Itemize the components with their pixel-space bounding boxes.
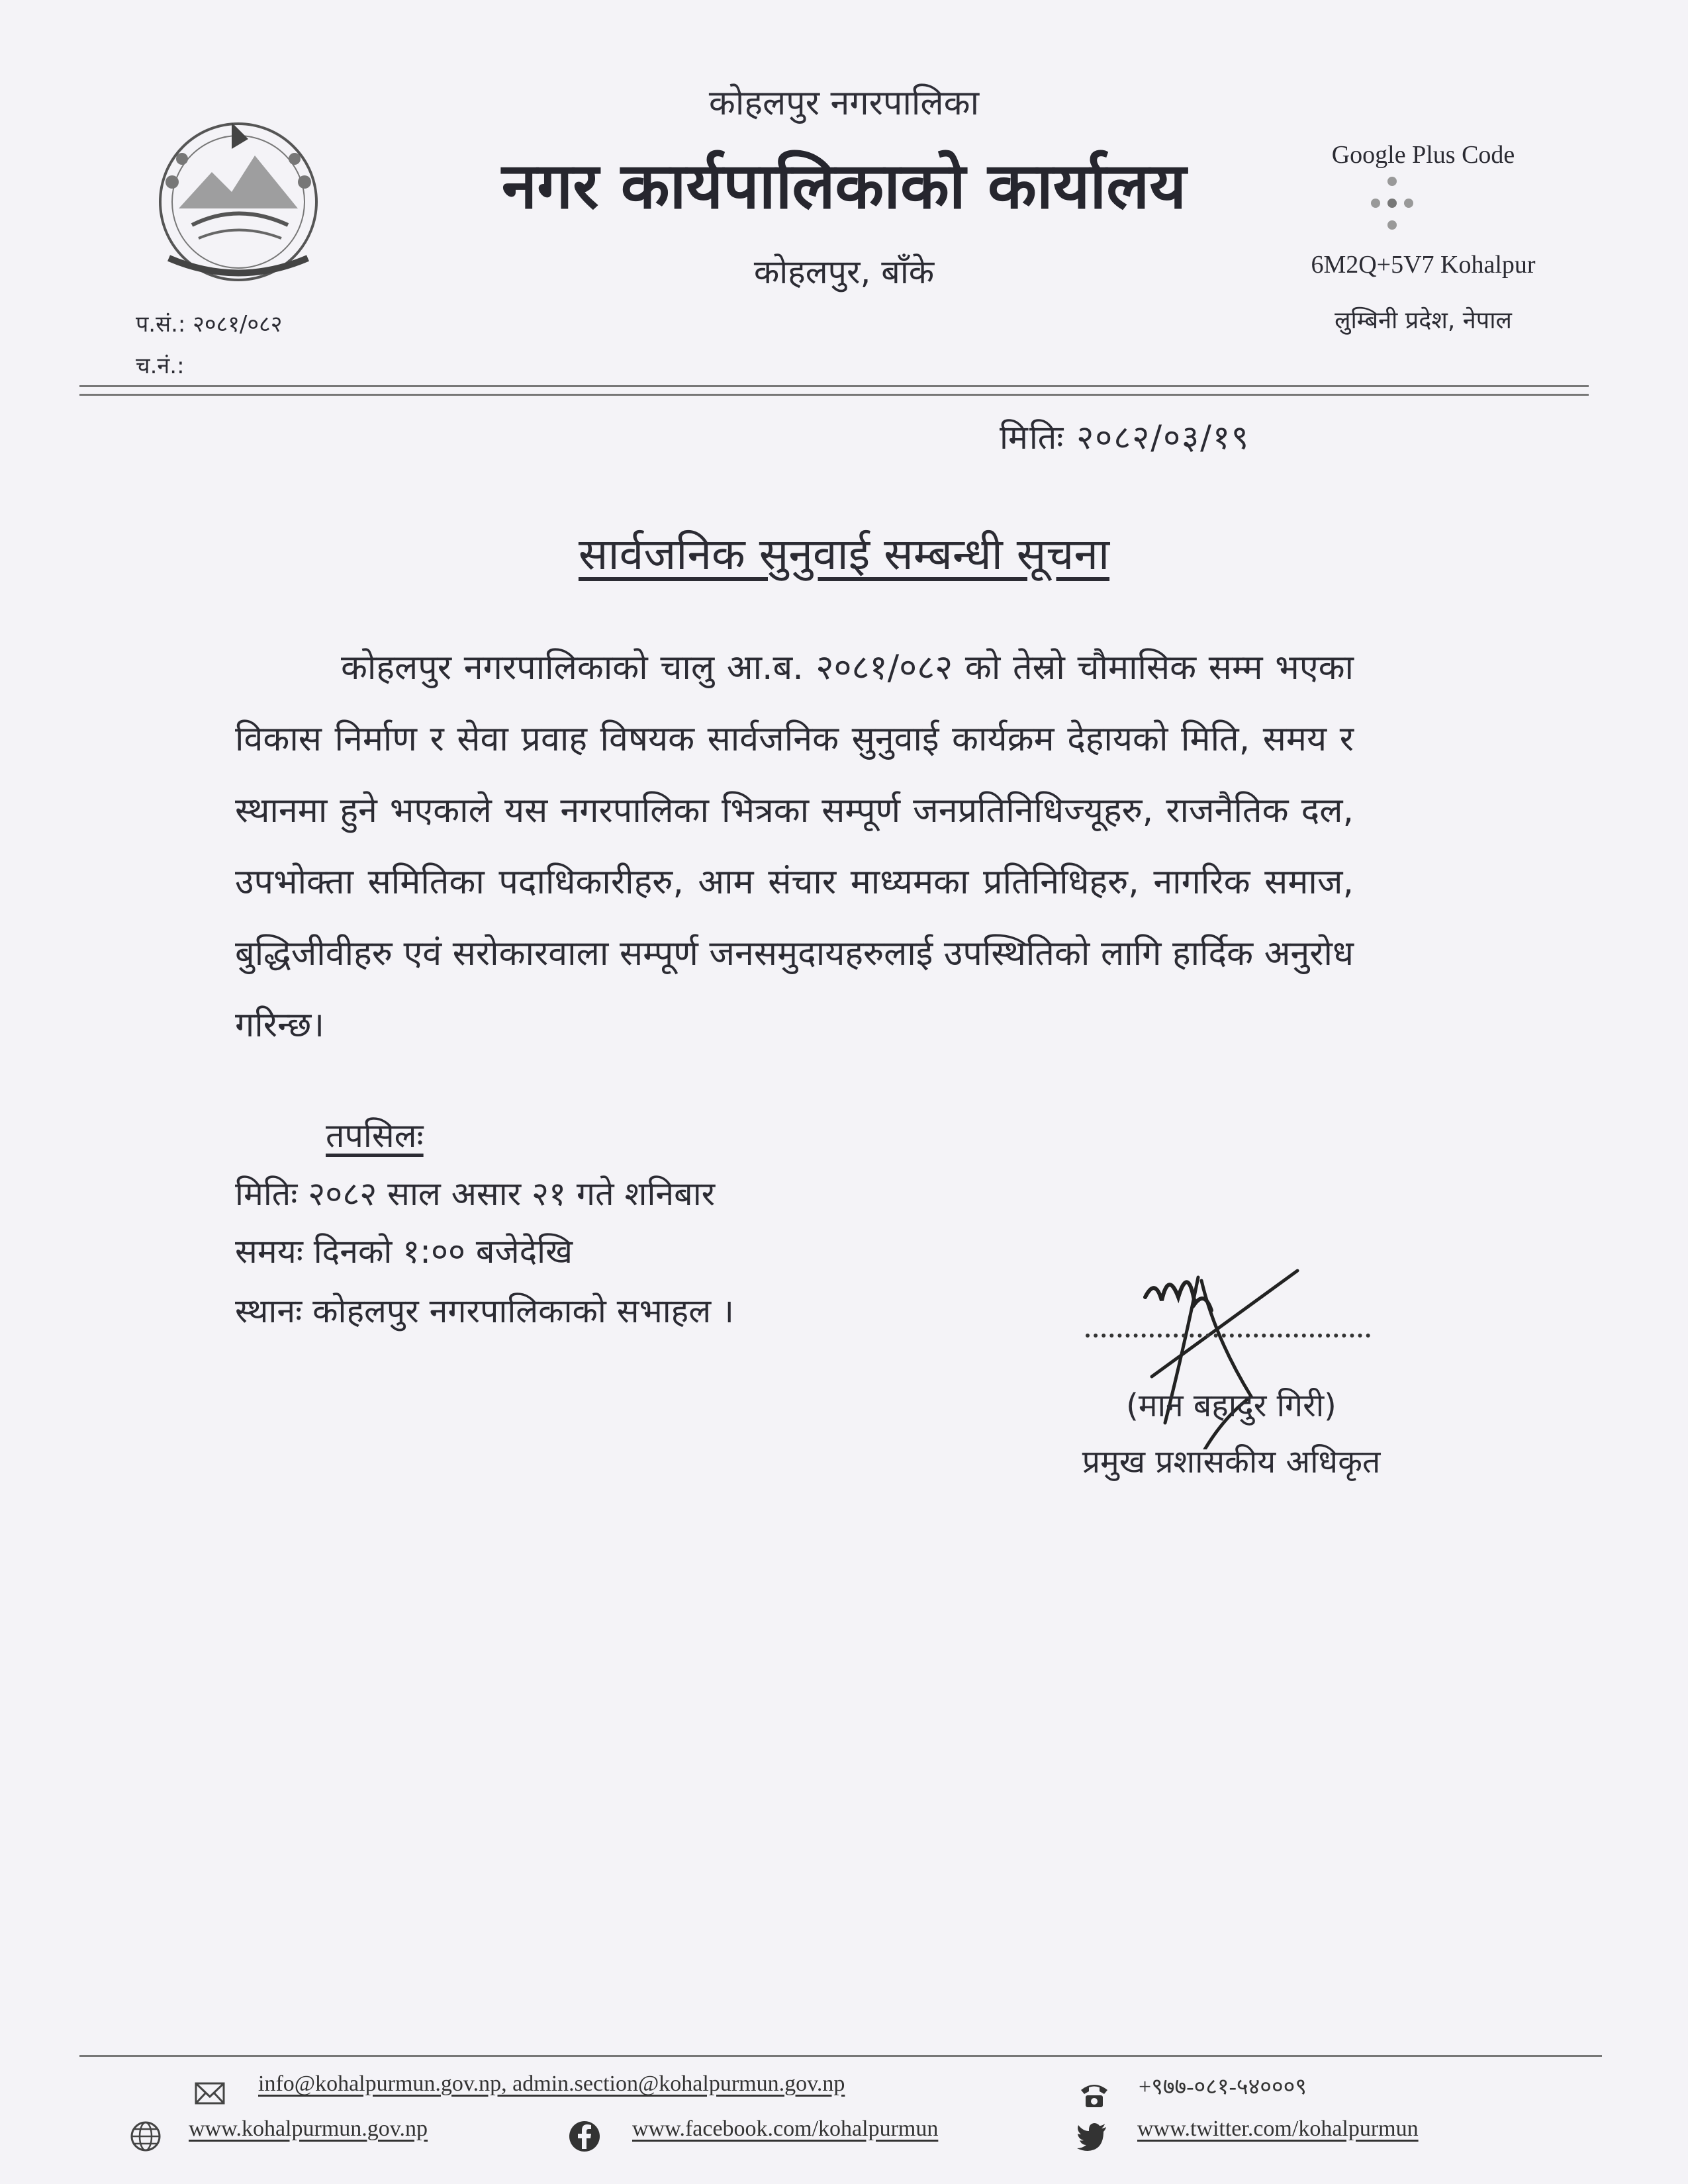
letter-date: मितिः २०८२/०३/१९	[1000, 418, 1250, 457]
reference-number: प.सं.: २०८१/०८२	[136, 311, 283, 338]
facebook-icon	[568, 2120, 601, 2153]
municipality-name: कोहलपुर नगरपालिका	[708, 83, 980, 123]
event-venue: स्थानः कोहलपुर नगरपालिकाको सभाहल ।	[235, 1292, 734, 1330]
phone-number[interactable]: +९७७-०८१-५४०००९	[1139, 2075, 1307, 2099]
dispatch-number: च.नं.:	[136, 353, 185, 379]
office-address: कोहलपुर, बाँके	[753, 253, 935, 291]
event-date: मितिः २०८२ साल असार २१ गते शनिबार	[235, 1175, 716, 1213]
phone-icon	[1078, 2078, 1111, 2111]
signatory-name: (मान बहादुर गिरी)	[1126, 1387, 1336, 1424]
facebook-link[interactable]: www.facebook.com/kohalpurmun	[632, 2116, 939, 2141]
notice-body: कोहलपुर नगरपालिकाको चालु आ.ब. २०८१/०८२ को तेस्रो चौमासिक सम्म भएका विकास निर्माण र सेवा प्रवाह विषयक सार्वजनिक सुनुवाई कार्यक्रम देहायको मिति, समय र स्थानमा हुने भएकाले यस नगरपालिका भित्रका सम्पूर्ण जनप्रतिनिधिज्यूहरु, राजनैतिक दल, उपभोक्ता समितिका पदाधिकारीहरु, आम संचार माध्यमका प्रतिनिधिहरु, नागरिक समाज, बुद्धिजीवीहरु एवं सरोकारवाला सम्पूर्ण जनसमुदायहरुलाई उपस्थितिको लागि हार्दिक अनुरोध गरिन्छ।	[235, 648, 1354, 1045]
twitter-icon	[1076, 2120, 1109, 2153]
plus-code-label: Google Plus Code	[1331, 141, 1515, 169]
signatory-title: प्रमुख प्रशासकीय अधिकृत	[1082, 1443, 1381, 1480]
details-heading: तपसिलः	[326, 1116, 424, 1155]
mail-icon	[193, 2077, 226, 2110]
plus-code-icon	[1362, 173, 1422, 233]
signature-line	[1086, 1334, 1370, 1343]
plus-code: 6M2Q+5V7 Kohalpur	[1311, 251, 1536, 279]
office-name: नगर कार्यपालिकाको कार्यालय	[501, 148, 1187, 223]
website-link[interactable]: www.kohalpurmun.gov.np	[189, 2116, 428, 2141]
footer-divider	[79, 2055, 1602, 2057]
twitter-link[interactable]: www.twitter.com/kohalpurmun	[1137, 2116, 1419, 2141]
event-time: समयः दिनको १:०० बजेदेखि	[235, 1232, 573, 1271]
globe-icon	[129, 2120, 162, 2153]
notice-title: सार्वजनिक सुनुवाई सम्बन्धी सूचना	[578, 529, 1110, 580]
email-link[interactable]: info@kohalpurmun.gov.np, admin.section@kohalpurmun.gov.np	[258, 2071, 845, 2096]
header-divider	[79, 385, 1589, 396]
province: लुम्बिनी प्रदेश, नेपाल	[1335, 307, 1512, 334]
